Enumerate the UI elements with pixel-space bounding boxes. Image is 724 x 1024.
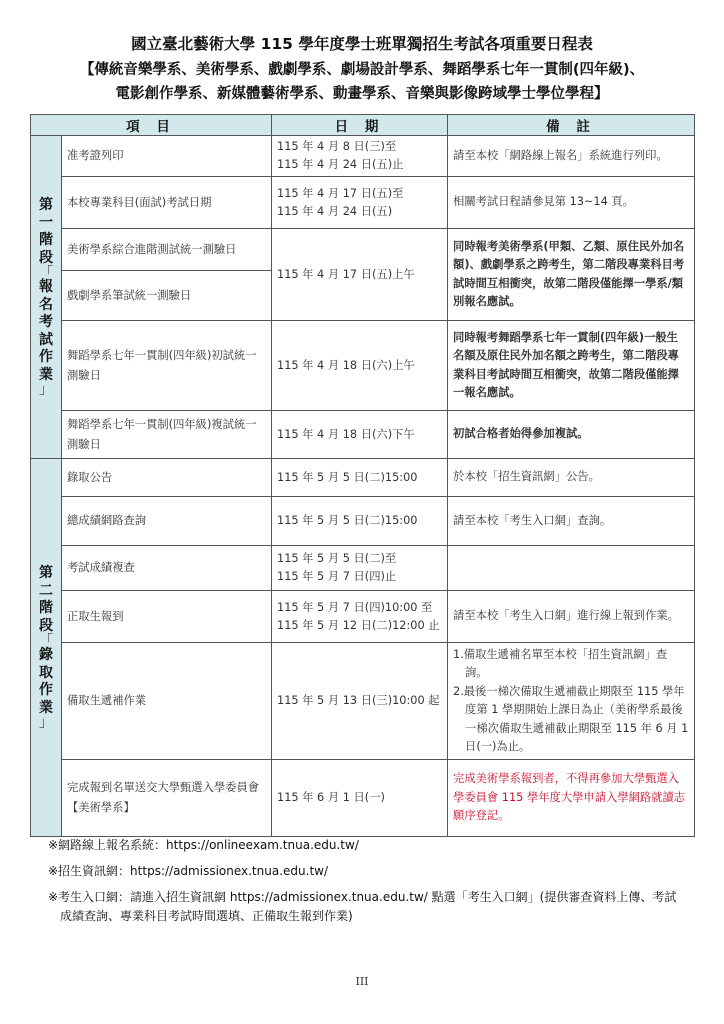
schedule-table (30, 114, 695, 837)
item-cell: 舞蹈學系七年一貫制(四年級)初試統一測驗日 (62, 321, 272, 411)
date-cell: 115 年 6 月 1 日(一) (272, 760, 448, 837)
warning-note: 同時報考舞蹈學系七年一貫制(四年級)一般生名額及原住民外加名額之跨考生，第二階段專業科目考試時間互相衝突，故第二階段僅能擇一報名應試。 (448, 321, 695, 411)
item-cell: 總成績網路查詢 (62, 497, 272, 546)
footnote-admission-info: ※招生資訊網：https://admissionex.tnua.edu.tw/ (48, 864, 329, 878)
table-row (31, 229, 695, 271)
item-cell: 考試成績複查 (62, 546, 272, 591)
item-cell: 正取生報到 (62, 591, 272, 643)
document-title: 國立臺北藝術大學 115 學年度學士班單獨招生考試各項重要日程表 (131, 35, 593, 53)
header-item: 項 目 (31, 115, 272, 136)
note-list-item: 1.備取生遞補名單至本校「招生資訊網」查詢。 (453, 647, 668, 679)
phase2-subtitle: 錄取作業 (39, 647, 53, 716)
table-row (31, 643, 695, 760)
item-line: 【美術學系】 (67, 801, 135, 814)
item-cell: 備取生遞補作業 (62, 643, 272, 760)
phase1-paren-open: 「 (39, 265, 53, 281)
phase1-label (31, 136, 62, 459)
date-cell: 115 年 5 月 5 日(二)15:00 (272, 497, 448, 546)
date-line: 115 年 5 月 7 日(四)止 (277, 570, 397, 583)
date-cell: 115 年 5 月 13 日(三)10:00 起 (272, 643, 448, 760)
warning-note: 完成美術學系報到者，不得再參加大學甄選入學委員會 115 學年度大學申請入學網路就讀志願序登記。 (448, 760, 695, 837)
table-row (31, 591, 695, 643)
item-cell: 戲劇學系筆試統一測驗日 (62, 271, 272, 321)
date-line: 115 年 4 月 8 日(三)至 (277, 140, 397, 153)
note-cell: 於本校「招生資訊網」公告。 (448, 459, 695, 497)
item-cell: 准考證列印 (62, 136, 272, 177)
item-cell: 錄取公告 (62, 459, 272, 497)
note-cell (448, 546, 695, 591)
phase2-label (31, 459, 62, 837)
table-row (31, 459, 695, 497)
phase1-paren-close: 」 (39, 382, 53, 398)
date-cell: 115 年 4 月 17 日(五)上午 (272, 229, 448, 321)
document-subtitle (0, 58, 724, 106)
table-row (31, 321, 695, 411)
note-cell: 請至本校「網路線上報名」系統進行列印。 (448, 136, 695, 177)
date-line: 115 年 5 月 7 日(四)10:00 至 (277, 600, 433, 614)
footnote-online-exam: ※網路線上報名系統：https://onlineexam.tnua.edu.tw/ (48, 838, 359, 852)
phase2-title: 第二階段 (39, 565, 53, 634)
subtitle-line-2: 電影創作學系、新媒體藝術學系、動畫學系、音樂與影像跨域學士學位學程】 (115, 86, 609, 102)
footnote-examinee-portal: ※考生入口網：請進入招生資訊網 https://admissionex.tnua.edu.tw/ 點選「考生入口網」(提供審查資料上傳、考試成績查詢、專業科目考試時間選填、正備取生報到作業) (48, 890, 677, 923)
date-line: 115 年 5 月 5 日(二)至 (277, 552, 397, 565)
item-cell: 舞蹈學系七年一貫制(四年級)複試統一測驗日 (62, 411, 272, 459)
date-line: 115 年 4 月 24 日(五) (277, 204, 393, 218)
warning-note: 同時報考美術學系(甲類、乙類、原住民外加名額)、戲劇學系之跨考生，第二階段專業科目考試時間互相衝突，故第二階段僅能擇一學系/類別報名應試。 (448, 229, 695, 321)
table-row (31, 411, 695, 459)
date-cell: 115 年 4 月 18 日(六)下午 (272, 411, 448, 459)
header-date: 日 期 (272, 115, 448, 136)
phase1-title: 第一階段 (39, 197, 53, 266)
item-line: 完成報到名單送交大學甄選入學委員會 (67, 781, 260, 794)
note-cell: 相關考試日程請參見第 13~14 頁。 (448, 177, 695, 229)
table-row (31, 546, 695, 591)
date-line: 115 年 5 月 12 日(二)12:00 止 (277, 618, 440, 632)
date-line: 115 年 4 月 17 日(五)至 (277, 186, 404, 200)
date-line: 115 年 4 月 24 日(五)止 (277, 158, 404, 171)
note-list-item: 2.最後一梯次備取生遞補截止期限至 115 學年度第 1 學期開始上課日為止（美術學系最後一梯次備取生遞補截止期限至 115 年 6 月 1 日(一)為止。 (453, 684, 689, 753)
note-cell: 請至本校「考生入口網」進行線上報到作業。 (448, 591, 695, 643)
item-cell (62, 760, 272, 837)
date-cell (272, 546, 448, 591)
table-row (31, 497, 695, 546)
date-cell (272, 591, 448, 643)
footnotes (48, 836, 688, 933)
table-row (31, 177, 695, 229)
phase1-subtitle: 報名考試作業 (39, 279, 53, 383)
note-cell (448, 643, 695, 760)
note-cell: 初試合格者始得參加複試。 (448, 411, 695, 459)
date-cell (272, 177, 448, 229)
header-note: 備 註 (448, 115, 695, 136)
item-cell: 本校專業科目(面試)考試日期 (62, 177, 272, 229)
subtitle-line-1: 【傳統音樂學系、美術學系、戲劇學系、劇場設計學系、舞蹈學系七年一貫制(四年級)、 (79, 62, 645, 78)
date-cell (272, 136, 448, 177)
phase2-paren-open: 「 (39, 633, 53, 649)
table-header-row (31, 115, 695, 136)
date-cell: 115 年 4 月 18 日(六)上午 (272, 321, 448, 411)
table-row (31, 760, 695, 837)
phase2-paren-close: 」 (39, 715, 53, 731)
table-row (31, 136, 695, 177)
date-cell: 115 年 5 月 5 日(二)15:00 (272, 459, 448, 497)
page-number: III (355, 975, 369, 988)
item-cell: 美術學系綜合進階測試統一測驗日 (62, 229, 272, 271)
note-cell: 請至本校「考生入口網」查詢。 (448, 497, 695, 546)
